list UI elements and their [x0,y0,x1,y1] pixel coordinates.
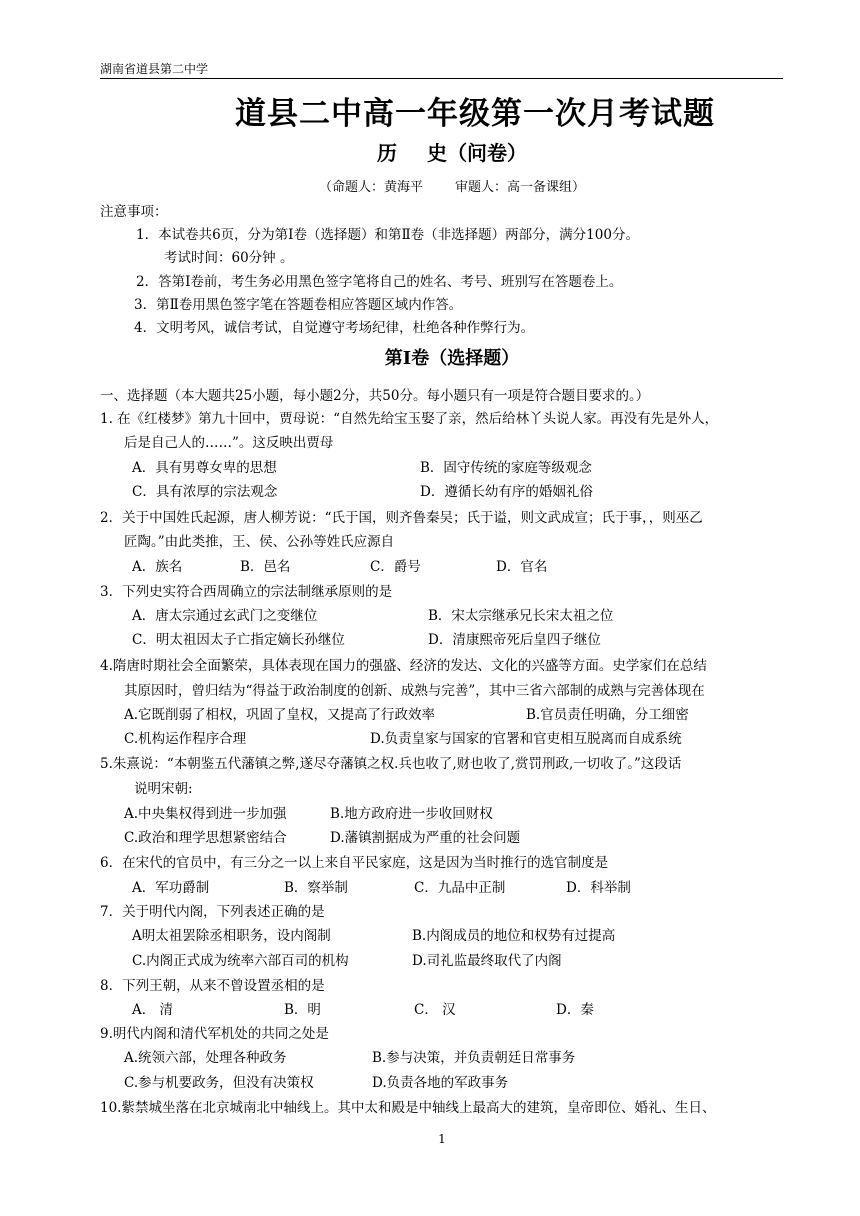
option: D.负责各地的军政事务 [372,1075,509,1091]
question-stem: 其原因时，曾归结为“得益于政治制度的创新、成熟与完善”，其中三省六部制的成熟与完善体现在 [124,683,705,699]
question-stem: 后是自己人的……”。这反映出贾母 [124,435,334,451]
question-stem: 匠陶。”由此类推，王、侯、公孙等姓氏应源自 [124,534,395,550]
section-intro: 一、选择题（本大题共25小题，每小题2分，共50分。每小题只有一项是符合题目要求的。） [100,388,650,404]
option: A．具有男尊女卑的思想 [132,460,277,476]
option: B.官员责任明确，分工细密 [526,707,689,723]
header-divider [100,78,783,79]
option: A．军功爵制 [132,880,210,896]
reviewer: 审题人：高一备课组） [455,180,586,195]
option: B．邑名 [240,559,291,575]
question-stem: 说明宋朝: [134,781,193,797]
question-stem: 6．在宋代的官员中，有三分之一以上来自平民家庭，这是因为当时推行的选官制度是 [100,855,609,871]
notice-item: 3．第Ⅱ卷用黑色签字笔在答题卷相应答题区域内作答。 [134,297,463,313]
option: C.政治和理学思想紧密结合 [124,830,287,846]
option: B．察举制 [284,880,348,896]
notice-item: 4．文明考风，诚信考试，自觉遵守考场纪律，杜绝各种作弊行为。 [134,320,535,336]
option: C.参与机要政务，但没有决策权 [124,1075,314,1091]
option: B.地方政府进一步收回财权 [330,806,493,822]
option: D.司礼监最终取代了内阁 [412,953,562,969]
notice-item: 2．答第Ⅰ卷前，考生务必用黑色签字笔将自己的姓名、考号、班别写在答题卷上。 [136,274,623,290]
option: A．唐太宗通过玄武门之变继位 [132,608,318,624]
option: D．官名 [496,559,548,575]
option: C.内阁正式成为统率六部百司的机构 [132,953,349,969]
option: C.机构运作程序合理 [124,731,247,747]
option: D．秦 [556,1002,594,1018]
option: A.统领六部，处理各种政务 [124,1050,287,1066]
option: D.负责皇家与国家的官署和官吏相互脱离而自成系统 [370,731,682,747]
option: D．遵循长幼有序的婚姻礼俗 [420,484,593,500]
option: C．明太祖因太子亡指定嫡长孙继位 [132,632,345,648]
subtitle-left: 历 [377,141,397,165]
question-stem: 8．下列王朝，从来不曾设置丞相的是 [100,978,325,994]
option: A．族名 [132,559,183,575]
option: A明太祖罢除丞相职务，设内阁制 [132,928,331,944]
question-stem: 10.紫禁城坐落在北京城南北中轴线上。其中太和殿是中轴线上最高大的建筑，皇帝即位、婚礼、生日、 [100,1100,716,1116]
option: B．固守传统的家庭等级观念 [420,460,592,476]
exam-subtitle [0,137,860,166]
exam-title: 道县二中高一年级第一次月考试题 [235,96,715,132]
option: B.参与决策，并负责朝廷日常事务 [372,1050,576,1066]
exam-authors [0,176,860,195]
question-stem: 1. 在《红楼梦》第九十回中，贾母说：“自然先给宝玉娶了亲，然后给林丫头说人家。再没有先是外人， [100,411,719,427]
option: B.内阁成员的地位和权势有过提高 [412,928,616,944]
option: D．科举制 [566,880,631,896]
question-stem: 4.隋唐时期社会全面繁荣，具体表现在国力的强盛、经济的发达、文化的兴盛等方面。史学家们在总结 [100,658,707,674]
option: C．爵号 [370,559,421,575]
question-stem: 5.朱熹说：“本朝鉴五代藩镇之弊,遂尽夺藩镇之权.兵也收了,财也收了,赏罚刑政,一切收了。”这段话 [100,756,682,772]
option: D．清康熙帝死后皇四子继位 [428,632,601,648]
option: A． 清 [132,1002,174,1018]
option: A.中央集权得到进一步加强 [124,806,287,822]
setter: （命题人：黄海平 [318,180,423,195]
option: C．九品中正制 [414,880,506,896]
notice-label: 注意事项： [100,204,168,220]
option: B．明 [284,1002,321,1018]
page-number: 1 [438,1132,446,1146]
question-stem: 7．关于明代内阁，下列表述正确的是 [100,904,325,920]
option: A.它既削弱了相权，巩固了皇权，又提高了行政效率 [124,707,436,723]
notice-item: 1．本试卷共6页，分为第Ⅰ卷（选择题）和第Ⅱ卷（非选择题）两部分，满分100分。 [136,227,639,243]
option: C．具有浓厚的宗法观念 [132,484,278,500]
question-stem: 9.明代内阁和清代军机处的共同之处是 [100,1026,329,1042]
option: D.藩镇割据成为严重的社会问题 [330,830,521,846]
section-title: 第Ⅰ卷（选择题） [384,348,520,369]
option: B．宋太宗继承兄长宋太祖之位 [428,608,614,624]
notice-item: 考试时间：60分钟 。 [164,250,294,266]
option: C． 汉 [414,1002,456,1018]
question-stem: 3．下列史实符合西周确立的宗法制继承原则的是 [100,584,393,600]
subtitle-right: 史（问卷） [427,141,527,165]
school-header: 湖南省道县第二中学 [100,62,209,76]
question-stem: 2．关于中国姓氏起源，唐人柳芳说：“氏于国，则齐鲁秦吴；氏于谥，则文武成宣；氏于事，，则巫乙 [100,510,703,526]
